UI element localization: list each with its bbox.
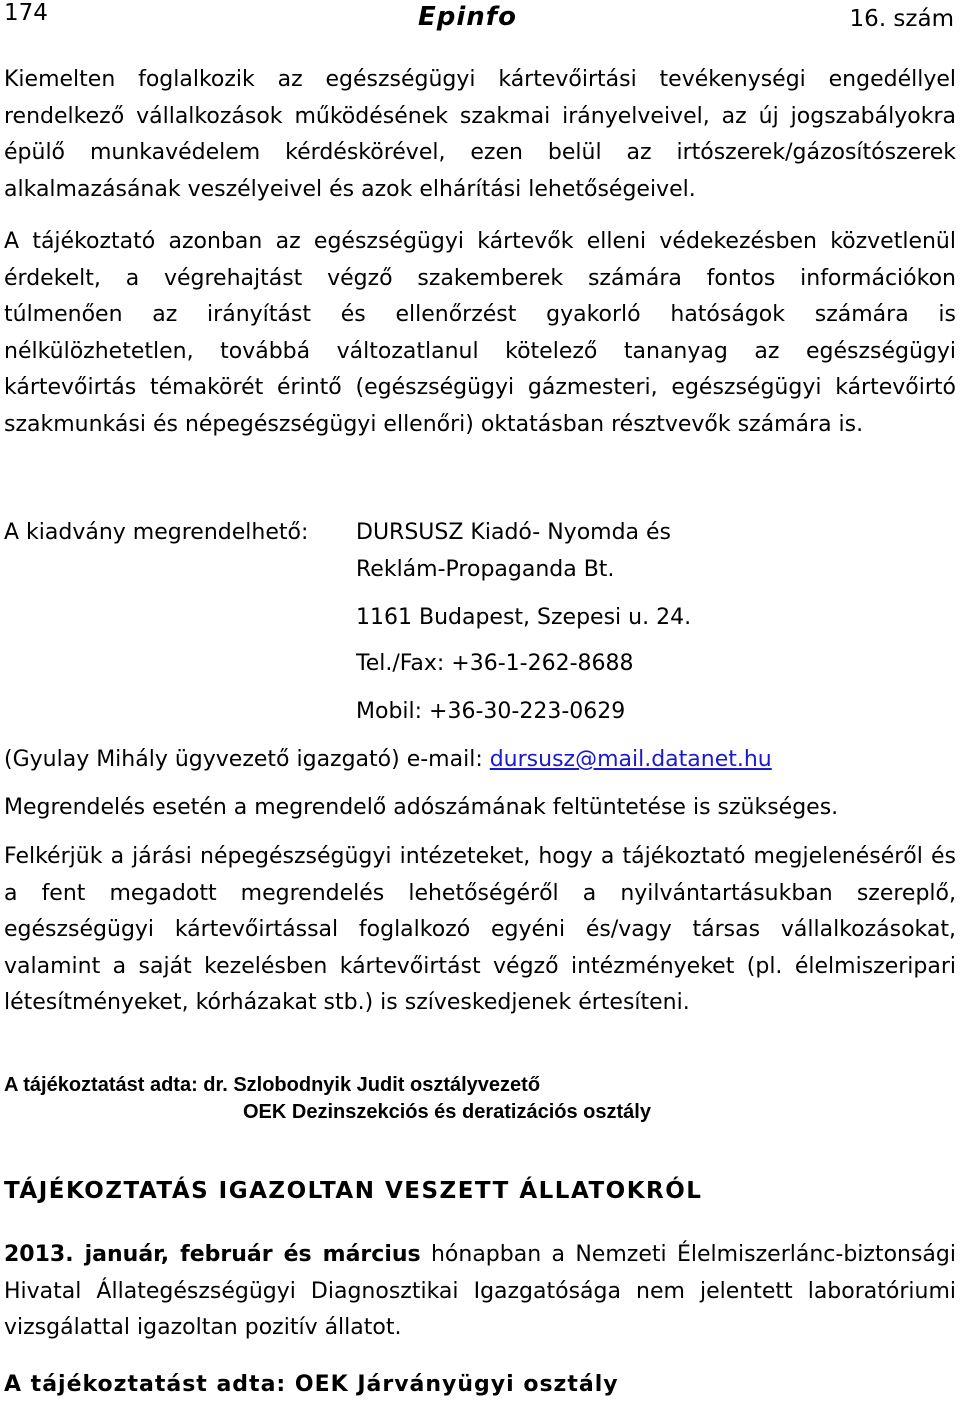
page-number: 174 [4,0,48,26]
rabies-months: 2013. január, február és március [4,1242,421,1267]
signature-line-1: A tájékoztatást adta: dr. Szlobodnyik Judit osztályvezető [4,1074,541,1096]
contact-prefix: (Gyulay Mihály ügyvezető igazgató) e-mail: [4,747,490,772]
epinfo-logo: Epinfo [418,2,517,32]
tax-number-note: Megrendelés esetén a megrendelő adószámának feltüntetése is szükséges. [4,795,839,820]
contact-line [4,742,772,778]
rabies-text: hónapban a Nemzeti Élelmiszerlánc-biztonsági Hivatal Állategészségügyi Diagnosztikai Igazgatósága nem jelentett laboratóriumi vizsgálattal igazoltan pozitív állatot. [4,1242,956,1340]
publisher-telfax: Tel./Fax: +36-1-262-8688 [356,651,634,676]
publisher-name: DURSUSZ Kiadó- Nyomda és [356,520,672,545]
intro-paragraph-1: Kiemelten foglalkozik az egészségügyi kártevőirtási tevékenységi engedéllyel rendelkező vállalkozások működésének szakmai irányelveivel, az új jogszabályokra épülő munkavédelem kérdéskörével, ezen belül az irtószerek/gázosítószerek alkalmazásának veszélyeivel és azok elhárítási lehetőségeivel. [4,67,956,202]
publisher-mobile: Mobil: +36-30-223-0629 [356,699,626,724]
section-heading: TÁJÉKOZTATÁS IGAZOLTAN VESZETT ÁLLATOKRÓL [4,1178,703,1204]
request-paragraph: Felkérjük a járási népegészségügyi intézeteket, hogy a tájékoztató megjelenéséről és a fent megadott megrendelés lehetőségéről a nyilvántartásukban szereplő, egészségügyi kártevőirtással foglalkozó egyéni és/vagy társas vállalkozásokat, valamint a saját kezelésben kártevőirtást végző intézményeket (pl. élelmiszeripari létesítményeket, kórházakat stb.) is szíveskedjenek értesíteni. [4,844,956,1015]
issue-number: 16. szám [849,6,954,32]
email-link[interactable]: dursusz@mail.datanet.hu [489,747,772,772]
page-header [0,0,960,44]
order-label: A kiadvány megrendelhető: [4,520,309,545]
rabies-paragraph [4,1237,956,1347]
intro-paragraph-2: A tájékoztató azonban az egészségügyi kártevők elleni védekezésben közvetlenül érdekelt, a végrehajtást végző szakemberek számára fontos információkon túlmenően az irányítást és ellenőrzést gyakorló hatóságok számára is nélkülözhetetlen, továbbá változatlanul kötelező tananyag az egészségügyi kártevőirtás témakörét érintő (egészségügyi gázmesteri, egészségügyi kártevőirtó szakmunkási és népegészségügyi ellenőri) oktatásban résztvevők számára is. [4,229,956,437]
publisher-address: 1161 Budapest, Szepesi u. 24. [356,605,692,630]
publisher-name-2: Reklám-Propaganda Bt. [356,557,615,582]
rabies-source: A tájékoztatást adta: OEK Járványügyi osztály [4,1372,619,1397]
signature-line-2: OEK Dezinszekciós és deratizációs osztály [243,1101,651,1123]
